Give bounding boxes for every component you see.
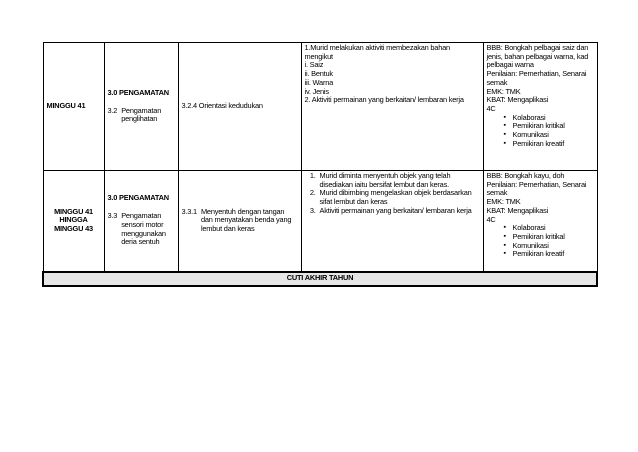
notes-line: Penilaian: Pemerhatian, Senarai semak [486,69,587,87]
week-label: HINGGA [59,215,88,225]
learning-outcome-text: 3.2.4 Orientasi kedudukan [181,101,263,111]
table-row [43,171,597,272]
holiday-row [43,272,597,286]
standard-number: 3.2 [107,105,118,115]
notes-line: Penilaian: Pemerhatian, Senarai semak [486,179,587,198]
learning-outcome-cell [178,171,301,272]
week-cell [43,43,104,171]
list-item: ▪ Pemikiran kritikal [513,122,594,131]
week-label: MINGGU 41 [54,206,93,216]
activity-line: iii. Warna [304,77,334,87]
week-label: MINGGU 43 [54,224,93,234]
notes-line: 4C [486,103,496,113]
standard-text: Pengamatan penglihatan [121,105,162,124]
notes-line: BBB: Bongkah pelbagai saiz dan jenis, bahan pelbagai warna, kad pelbagai warna [486,43,589,70]
notes-line: 4C [486,214,496,224]
activities-list [305,172,480,216]
notes-line: EMK: TMK [486,197,521,207]
skills-list [487,114,594,149]
learning-outcome-item [182,208,298,234]
standard-cell [104,171,178,272]
skills-list [487,224,594,259]
activities-intro: 1.Murid melakukan aktiviti membezakan bahan mengikut [304,43,450,61]
holiday-label: CUTI AKHIR TAHUN [43,272,597,286]
activity-line: 2. Aktiviti permainan yang berkaitan/ lembaran kerja [304,95,464,105]
activity-line: ii. Bentuk [304,69,333,79]
activity-line: iv. Jenis [304,86,329,96]
notes-line: BBB: Bongkah kayu, doh [486,171,565,180]
list-item: 2. Murid dibimbing mengelaskan objek berdasarkan sifat lembut dan keras [318,189,480,206]
notes-cell [483,43,597,171]
learning-outcome-number: 3.3.1 [181,206,197,216]
list-item: 3. Aktiviti permainan yang berkaitan/ lembaran kerja [318,207,480,216]
learning-outcome-cell [178,43,301,171]
week-label: MINGGU 41 [46,101,86,111]
list-item: ▪ Pemikiran kreatif [513,140,594,149]
notes-line: KBAT: Mengaplikasi [486,205,549,215]
standard-title: 3.0 PENGAMATAN [107,193,169,203]
standard-item [108,212,175,247]
standard-cell [104,43,178,171]
learning-outcome-text: Menyentuh dengan tangan dan menyatakan benda yang lembut dan keras [200,206,292,234]
activity-line: i. Saiz [304,60,324,70]
standard-item [108,107,175,124]
list-item: ▪ Kolaborasi [513,224,594,233]
standard-text: Pengamatan sensori motor menggunakan deria sentuh [121,211,166,247]
list-item: ▪ Kolaborasi [513,114,594,123]
list-item: ▪ Komunikasi [513,242,594,251]
list-item: ▪ Komunikasi [513,131,594,140]
list-item: ▪ Pemikiran kritikal [513,233,594,242]
week-cell [43,171,104,272]
notes-line: EMK: TMK [486,86,521,96]
lesson-plan-table [42,42,598,287]
standard-title: 3.0 PENGAMATAN [107,87,169,97]
activities-cell [301,43,483,171]
activities-cell [301,171,483,272]
list-item: 1. Murid diminta menyentuh objek yang telah disediakan iaitu bersifat lembut dan keras. [318,172,480,189]
notes-cell [483,171,597,272]
standard-number: 3.3 [107,211,118,221]
table-row [43,43,597,171]
notes-line: KBAT: Mengaplikasi [486,95,549,105]
list-item: ▪ Pemikiran kreatif [513,250,594,259]
